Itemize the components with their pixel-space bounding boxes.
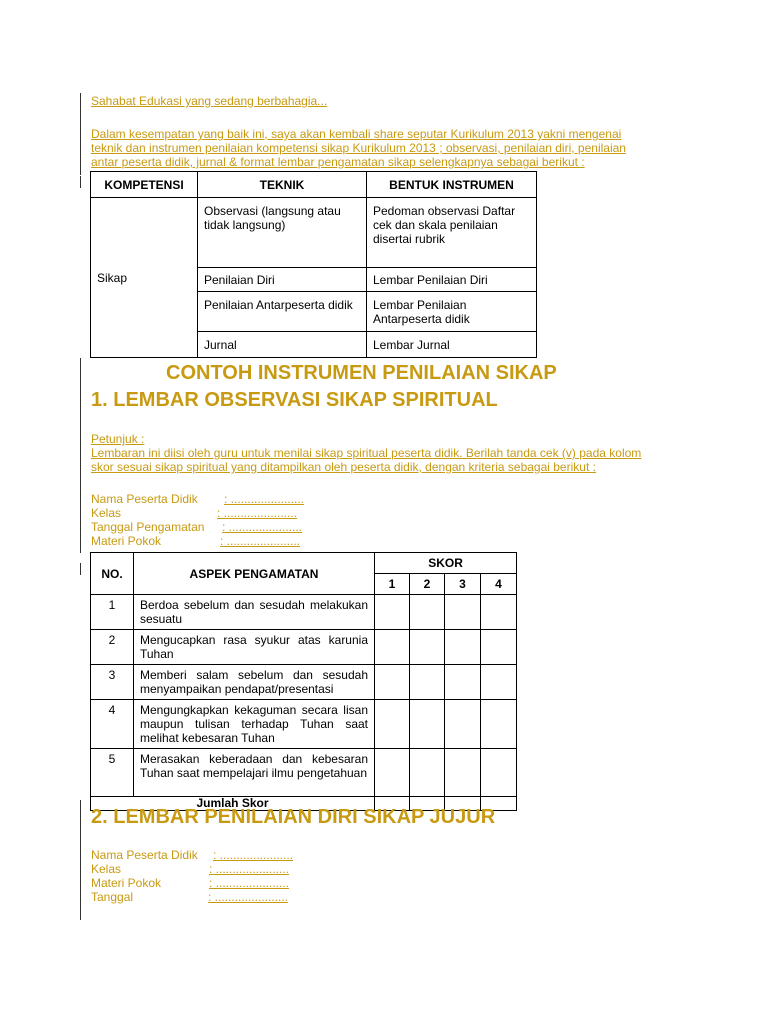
intro-greeting: Sahabat Edukasi yang sedang berbahagia... xyxy=(91,94,328,108)
header-skor: SKOR xyxy=(375,553,517,574)
field-label: Kelas xyxy=(91,506,122,520)
field-value: : ...................... xyxy=(213,848,294,862)
row-aspek: Mengungkapkan kekaguman secara lisan maupun tulisan terhadap Tuhan saat melihat kebesaran Tuhan xyxy=(134,700,375,749)
score-checkbox-cell[interactable] xyxy=(481,630,517,665)
score-checkbox-cell[interactable] xyxy=(481,595,517,630)
score-checkbox-cell[interactable] xyxy=(445,630,481,665)
field-value: : ...................... xyxy=(209,876,290,890)
score-checkbox-cell[interactable] xyxy=(410,749,445,797)
field-value: : ...................... xyxy=(224,492,305,506)
row-number: 4 xyxy=(91,700,134,749)
score-checkbox-cell[interactable] xyxy=(445,700,481,749)
self-assessment-fields xyxy=(91,848,293,904)
row-aspek: Berdoa sebelum dan sesudah melakukan sesuatu xyxy=(134,595,375,630)
section-title: CONTOH INSTRUMEN PENILAIAN SIKAP xyxy=(166,362,557,384)
row-number: 2 xyxy=(91,630,134,665)
field-label: Tanggal Pengamatan xyxy=(91,520,205,534)
instrumen-cell: Lembar Penilaian Antarpeserta didik xyxy=(367,292,537,332)
teknik-cell: Penilaian Diri xyxy=(198,268,367,292)
field-value: : ...................... xyxy=(217,506,298,520)
header-aspek: ASPEK PENGAMATAN xyxy=(134,553,375,595)
field-label: Tanggal xyxy=(91,890,134,904)
row-aspek: Memberi salam sebelum dan sesudah menyampaikan pendapat/presentasi xyxy=(134,665,375,700)
score-checkbox-cell[interactable] xyxy=(410,665,445,700)
header-score-3: 3 xyxy=(445,574,481,595)
field-row xyxy=(91,520,304,534)
teknik-cell: Observasi (langsung atau tidak langsung) xyxy=(198,198,367,268)
field-row xyxy=(91,492,304,506)
instrumen-cell: Pedoman observasi Daftar cek dan skala penilaian disertai rubrik xyxy=(367,198,537,268)
table-row xyxy=(91,595,517,630)
row-number: 5 xyxy=(91,749,134,797)
instrumen-cell: Lembar Penilaian Diri xyxy=(367,268,537,292)
student-info-fields xyxy=(91,492,304,548)
field-label: Nama Peserta Didik xyxy=(91,492,198,506)
kompetensi-cell: Sikap xyxy=(91,198,198,358)
field-value: : ...................... xyxy=(209,862,290,876)
intro-line: teknik dan instrumen penilaian kompetensi sikap Kurikulum 2013 ; observasi, penilaian diri, penilaian xyxy=(91,141,626,155)
observation-table xyxy=(90,552,517,811)
field-value: : ...................... xyxy=(220,534,301,548)
margin-bar-1 xyxy=(80,93,81,175)
intro-line: Dalam kesempatan yang baik ini, saya akan kembali share seputar Kurikulum 2013 yakni mengenai xyxy=(91,127,622,141)
score-checkbox-cell[interactable] xyxy=(375,630,410,665)
field-label: Materi Pokok xyxy=(91,534,162,548)
score-checkbox-cell[interactable] xyxy=(445,665,481,700)
field-row xyxy=(91,848,293,862)
field-label: Kelas xyxy=(91,862,122,876)
competency-table xyxy=(90,171,537,358)
intro-paragraph xyxy=(91,127,626,169)
instrumen-cell: Lembar Jurnal xyxy=(367,332,537,358)
header-score-2: 2 xyxy=(410,574,445,595)
table-row xyxy=(91,630,517,665)
row-number: 1 xyxy=(91,595,134,630)
header-score-1: 1 xyxy=(375,574,410,595)
score-checkbox-cell[interactable] xyxy=(375,665,410,700)
field-label: Materi Pokok xyxy=(91,876,162,890)
row-aspek: Merasakan keberadaan dan kebesaran Tuhan saat mempelajari ilmu pengetahuan xyxy=(134,749,375,797)
header-kompetensi: KOMPETENSI xyxy=(91,172,198,198)
petunjuk-line: skor sesuai sikap spiritual yang ditampilkan oleh peserta didik, dengan kriteria sebagai berikut : xyxy=(91,460,596,474)
score-checkbox-cell[interactable] xyxy=(375,595,410,630)
field-label: Nama Peserta Didik xyxy=(91,848,198,862)
field-row xyxy=(91,876,293,890)
margin-bar-3 xyxy=(80,358,81,553)
score-checkbox-cell[interactable] xyxy=(375,749,410,797)
score-checkbox-cell[interactable] xyxy=(410,630,445,665)
total-label: Jumlah Skor xyxy=(91,797,375,811)
score-checkbox-cell[interactable] xyxy=(481,749,517,797)
field-row xyxy=(91,890,293,904)
teknik-cell: Penilaian Antarpeserta didik xyxy=(198,292,367,332)
field-row xyxy=(91,506,304,520)
teknik-cell: Jurnal xyxy=(198,332,367,358)
field-row xyxy=(91,534,304,548)
table-row xyxy=(91,700,517,749)
score-checkbox-cell[interactable] xyxy=(445,749,481,797)
margin-bar-4 xyxy=(80,563,81,575)
margin-bar-2 xyxy=(80,176,81,188)
score-checkbox-cell[interactable] xyxy=(481,700,517,749)
table-row xyxy=(91,749,517,797)
petunjuk-label: Petunjuk : xyxy=(91,432,145,446)
section-subtitle: 1. LEMBAR OBSERVASI SIKAP SPIRITUAL xyxy=(91,389,498,411)
score-checkbox-cell[interactable] xyxy=(410,595,445,630)
score-checkbox-cell[interactable] xyxy=(375,700,410,749)
table-row xyxy=(91,665,517,700)
header-score-4: 4 xyxy=(481,574,517,595)
score-checkbox-cell[interactable] xyxy=(410,700,445,749)
field-value: : ...................... xyxy=(208,890,289,904)
header-teknik: TEKNIK xyxy=(198,172,367,198)
row-aspek: Mengucapkan rasa syukur atas karunia Tuhan xyxy=(134,630,375,665)
intro-line: antar peserta didik, jurnal & format lembar pengamatan sikap selengkapnya sebagai berikut : xyxy=(91,155,585,169)
section2-title: 2. LEMBAR PENILAIAN DIRI SIKAP JUJUR xyxy=(91,806,496,828)
header-bentuk-instrumen: BENTUK INSTRUMEN xyxy=(367,172,537,198)
margin-bar-5 xyxy=(80,800,81,920)
field-row xyxy=(91,862,293,876)
row-number: 3 xyxy=(91,665,134,700)
petunjuk-line: Lembaran ini diisi oleh guru untuk menilai sikap spiritual peserta didik. Berilah tanda cek (v) pada kolom xyxy=(91,446,642,460)
score-checkbox-cell[interactable] xyxy=(445,595,481,630)
score-checkbox-cell[interactable] xyxy=(481,665,517,700)
field-value: : ...................... xyxy=(222,520,303,534)
petunjuk-text xyxy=(91,446,641,474)
header-no: NO. xyxy=(91,553,134,595)
